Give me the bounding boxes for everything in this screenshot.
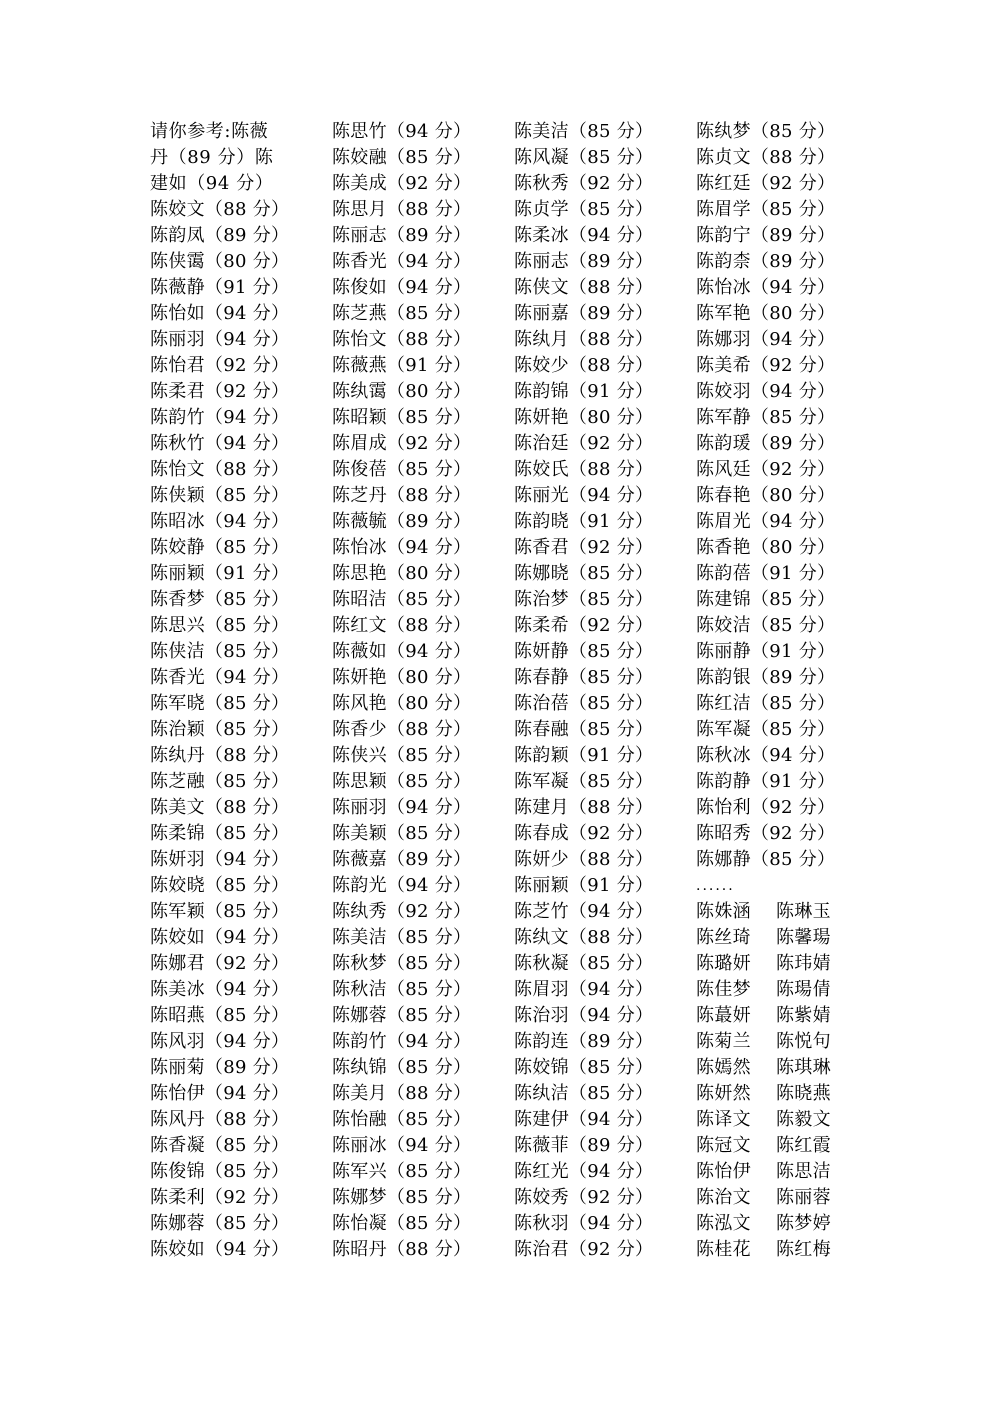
name-score-entry: 陈姣如（94 分）: [150, 1239, 290, 1260]
name-score-entry: 陈姣秀（92 分）: [514, 1187, 654, 1208]
name-score-entry: 陈红洁（85 分）: [696, 693, 836, 714]
name-score-entry: 陈军静（85 分）: [696, 407, 836, 428]
name-score-entry: 陈柔利（92 分）: [150, 1187, 290, 1208]
name-score-entry: 陈怡如（94 分）: [150, 303, 290, 324]
name-score-entry: 陈姣融（85 分）: [332, 147, 472, 168]
name-score-entry: 陈俊锦（85 分）: [150, 1161, 290, 1182]
name-score-entry: 陈眉光（94 分）: [696, 511, 836, 532]
name-score-entry: 陈韵静（91 分）: [696, 771, 836, 792]
name-score-entry: 陈薇菲（89 分）: [514, 1135, 654, 1156]
name-score-entry: 陈秋洁（85 分）: [332, 979, 472, 1000]
name-score-entry: 陈妍少（88 分）: [514, 849, 654, 870]
name-entry: 陈妍然: [696, 1083, 751, 1104]
name-score-entry: 陈薇静（91 分）: [150, 277, 290, 298]
name-entry: 陈瑒倩: [776, 979, 831, 1000]
name-score-entry: 陈纨洁（85 分）: [514, 1083, 654, 1104]
name-score-entry: 陈娜梦（85 分）: [332, 1187, 472, 1208]
name-score-entry: 陈眉学（85 分）: [696, 199, 836, 220]
name-score-entry: 陈韵竹（94 分）: [332, 1031, 472, 1052]
name-score-entry: 陈怡利（92 分）: [696, 797, 836, 818]
name-score-entry: 陈风廷（92 分）: [696, 459, 836, 480]
name-score-entry: 陈姣晓（85 分）: [150, 875, 290, 896]
name-score-entry: 陈芝融（85 分）: [150, 771, 290, 792]
name-pair-row: [696, 1185, 876, 1211]
name-score-entry: 陈韵颖（91 分）: [514, 745, 654, 766]
name-score-entry: 陈丽志（89 分）: [514, 251, 654, 272]
name-score-entry: 陈纨锦（85 分）: [332, 1057, 472, 1078]
name-score-entry: 陈怡冰（94 分）: [696, 277, 836, 298]
name-score-entry: 陈娜静（85 分）: [696, 849, 836, 870]
name-score-entry: 陈美希（92 分）: [696, 355, 836, 376]
name-entry: 陈菊兰: [696, 1031, 751, 1052]
name-score-entry: 陈韵凤（89 分）: [150, 225, 290, 246]
name-score-entry: 陈姣羽（94 分）: [696, 381, 836, 402]
name-score-entry: 陈治廷（92 分）: [514, 433, 654, 454]
name-score-entry: 陈思兴（85 分）: [150, 615, 290, 636]
name-score-entry: 陈怡伊（94 分）: [150, 1083, 290, 1104]
name-score-entry: 陈妍艳（80 分）: [514, 407, 654, 428]
name-score-entry: 陈美文（88 分）: [150, 797, 290, 818]
name-score-entry: 陈思月（88 分）: [332, 199, 472, 220]
name-score-entry: 陈怡文（88 分）: [332, 329, 472, 350]
name-score-entry: 陈建月（88 分）: [514, 797, 654, 818]
name-score-entry: 陈秋竹（94 分）: [150, 433, 290, 454]
name-score-entry: 陈红廷（92 分）: [696, 173, 836, 194]
name-score-entry: 陈妍静（85 分）: [514, 641, 654, 662]
name-column-3: [514, 119, 674, 1263]
name-score-entry: 陈怡凝（85 分）: [332, 1213, 472, 1234]
name-score-entry: 陈昭燕（85 分）: [150, 1005, 290, 1026]
name-score-entry: 陈秋冰（94 分）: [696, 745, 836, 766]
name-score-entry: 陈红文（88 分）: [332, 615, 472, 636]
name-score-entry: 陈香光（94 分）: [150, 667, 290, 688]
name-score-entry: 陈治君（92 分）: [514, 1239, 654, 1260]
name-entry: 陈红梅: [776, 1239, 831, 1260]
name-score-entry: 陈薇嘉（89 分）: [332, 849, 472, 870]
name-entry: 陈悦句: [776, 1031, 831, 1052]
name-score-entry: 陈秋凝（85 分）: [514, 953, 654, 974]
name-score-entry: 陈纨秀（92 分）: [332, 901, 472, 922]
name-score-entry: 陈丽冰（94 分）: [332, 1135, 472, 1156]
name-entry: 陈丽蓉: [776, 1187, 831, 1208]
name-score-entry: 陈治羽（94 分）: [514, 1005, 654, 1026]
name-entry: 陈怡伊: [696, 1161, 751, 1182]
name-score-entry: 陈丽羽（94 分）: [332, 797, 472, 818]
name-score-entry: 陈薇燕（91 分）: [332, 355, 472, 376]
name-column-4: [696, 119, 876, 1263]
name-score-entry: 陈红光（94 分）: [514, 1161, 654, 1182]
name-score-entry: 陈姣如（94 分）: [150, 927, 290, 948]
name-score-entry: 陈丽颖（91 分）: [514, 875, 654, 896]
name-score-entry: 陈柔君（92 分）: [150, 381, 290, 402]
name-score-entry: 陈姣洁（85 分）: [696, 615, 836, 636]
name-score-entry: 陈薇毓（89 分）: [332, 511, 472, 532]
name-score-entry: 陈治颖（85 分）: [150, 719, 290, 740]
name-score-entry: 陈丽光（94 分）: [514, 485, 654, 506]
name-pair-row: [696, 1003, 876, 1029]
name-score-entry: 陈怡融（85 分）: [332, 1109, 472, 1130]
name-score-entry: 陈春成（92 分）: [514, 823, 654, 844]
name-pair-row: [696, 899, 876, 925]
name-entry: 陈紫婧: [776, 1005, 831, 1026]
name-pair-row: [696, 1211, 876, 1237]
name-score-entry: 陈贞文（88 分）: [696, 147, 836, 168]
intro-line: 建如（94 分）: [150, 173, 274, 194]
intro-line: 丹（89 分）陈: [150, 147, 274, 168]
name-score-entry: 陈昭丹（88 分）: [332, 1239, 472, 1260]
name-score-entry: 陈丽嘉（89 分）: [514, 303, 654, 324]
name-column-2: [332, 119, 492, 1263]
name-score-entry: 陈姣静（85 分）: [150, 537, 290, 558]
name-score-entry: 陈思颖（85 分）: [332, 771, 472, 792]
intro-line: 请你参考:陈薇: [150, 121, 269, 142]
name-entry: 陈晓燕: [776, 1083, 831, 1104]
name-score-entry: 陈芝丹（88 分）: [332, 485, 472, 506]
name-score-entry: 陈娜蓉（85 分）: [332, 1005, 472, 1026]
name-score-entry: 陈娜羽（94 分）: [696, 329, 836, 350]
name-score-entry: 陈风艳（80 分）: [332, 693, 472, 714]
name-score-entry: 陈昭洁（85 分）: [332, 589, 472, 610]
name-score-entry: 陈纨梦（85 分）: [696, 121, 836, 142]
name-score-entry: 陈思竹（94 分）: [332, 121, 472, 142]
name-entry: 陈梦婷: [776, 1213, 831, 1234]
name-entry: 陈译文: [696, 1109, 751, 1130]
name-score-entry: 陈美冰（94 分）: [150, 979, 290, 1000]
name-score-entry: 陈姣氏（88 分）: [514, 459, 654, 480]
name-score-entry: 陈娜君（92 分）: [150, 953, 290, 974]
name-score-entry: 陈姣文（88 分）: [150, 199, 290, 220]
name-entry: 陈琳玉: [776, 901, 831, 922]
name-score-entry: 陈怡君（92 分）: [150, 355, 290, 376]
name-pair-row: [696, 1133, 876, 1159]
name-entry: 陈桂花: [696, 1239, 751, 1260]
name-score-entry: 陈军兴（85 分）: [332, 1161, 472, 1182]
name-pair-row: [696, 1029, 876, 1055]
name-score-entry: 陈风凝（85 分）: [514, 147, 654, 168]
name-score-entry: 陈军晓（85 分）: [150, 693, 290, 714]
name-pair-row: [696, 977, 876, 1003]
name-score-entry: 陈纨丹（88 分）: [150, 745, 290, 766]
name-score-entry: 陈韵晓（91 分）: [514, 511, 654, 532]
name-score-entry: 陈昭秀（92 分）: [696, 823, 836, 844]
name-score-entry: 陈治蓓（85 分）: [514, 693, 654, 714]
name-score-entry: 陈秋梦（85 分）: [332, 953, 472, 974]
name-score-entry: 陈俊如（94 分）: [332, 277, 472, 298]
name-score-entry: 陈美洁（85 分）: [514, 121, 654, 142]
name-score-entry: 陈柔希（92 分）: [514, 615, 654, 636]
name-score-entry: 陈美月（88 分）: [332, 1083, 472, 1104]
name-score-entry: 陈韵连（89 分）: [514, 1031, 654, 1052]
name-score-entry: 陈姣少（88 分）: [514, 355, 654, 376]
name-score-entry: 陈韵蓓（91 分）: [696, 563, 836, 584]
name-score-entry: 陈春融（85 分）: [514, 719, 654, 740]
name-pair-row: [696, 1237, 876, 1263]
name-score-entry: 陈妍艳（80 分）: [332, 667, 472, 688]
name-score-entry: 陈侠文（88 分）: [514, 277, 654, 298]
name-score-entry: 陈丽菊（89 分）: [150, 1057, 290, 1078]
name-pair-row: [696, 925, 876, 951]
name-score-entry: 陈美成（92 分）: [332, 173, 472, 194]
name-score-entry: 陈眉成（92 分）: [332, 433, 472, 454]
name-entry: 陈嫣然: [696, 1057, 751, 1078]
name-score-entry: 陈军颖（85 分）: [150, 901, 290, 922]
name-score-entry: 陈丽羽（94 分）: [150, 329, 290, 350]
name-score-entry: 陈怡冰（94 分）: [332, 537, 472, 558]
name-score-entry: 陈韵光（94 分）: [332, 875, 472, 896]
name-score-entry: 陈纨文（88 分）: [514, 927, 654, 948]
name-score-entry: 陈香光（94 分）: [332, 251, 472, 272]
name-entry: 陈姝涵: [696, 901, 751, 922]
name-column-1: [150, 119, 310, 1263]
name-pair-row: [696, 1107, 876, 1133]
name-score-entry: 陈妍羽（94 分）: [150, 849, 290, 870]
name-pair-row: [696, 1081, 876, 1107]
name-score-entry: 陈侠霭（80 分）: [150, 251, 290, 272]
name-entry: 陈佳梦: [696, 979, 751, 1000]
name-pair-row: [696, 951, 876, 977]
name-score-entry: 陈丽静（91 分）: [696, 641, 836, 662]
name-entry: 陈丝琦: [696, 927, 751, 948]
name-score-entry: 陈纨霭（80 分）: [332, 381, 472, 402]
name-entry: 陈思洁: [776, 1161, 831, 1182]
name-score-entry: 陈韵瑗（89 分）: [696, 433, 836, 454]
name-score-entry: 陈娜晓（85 分）: [514, 563, 654, 584]
name-score-entry: 陈芝燕（85 分）: [332, 303, 472, 324]
name-score-entry: 陈香少（88 分）: [332, 719, 472, 740]
name-score-entry: 陈柔锦（85 分）: [150, 823, 290, 844]
name-pair-row: [696, 1159, 876, 1185]
name-score-entry: 陈风羽（94 分）: [150, 1031, 290, 1052]
name-entry: 陈馨瑒: [776, 927, 831, 948]
name-score-entry: 陈风丹（88 分）: [150, 1109, 290, 1130]
ellipsis-separator: ......: [696, 878, 735, 894]
name-entry: 陈冠文: [696, 1135, 751, 1156]
name-score-entry: 陈建伊（94 分）: [514, 1109, 654, 1130]
name-score-entry: 陈侠颖（85 分）: [150, 485, 290, 506]
name-score-entry: 陈韵柰（89 分）: [696, 251, 836, 272]
name-entry: 陈治文: [696, 1187, 751, 1208]
name-score-entry: 陈韵宁（89 分）: [696, 225, 836, 246]
name-score-entry: 陈娜蓉（85 分）: [150, 1213, 290, 1234]
name-score-entry: 陈韵银（89 分）: [696, 667, 836, 688]
name-score-entry: 陈昭颖（85 分）: [332, 407, 472, 428]
name-score-entry: 陈香君（92 分）: [514, 537, 654, 558]
name-score-entry: 陈丽颖（91 分）: [150, 563, 290, 584]
name-score-entry: 陈思艳（80 分）: [332, 563, 472, 584]
name-entry: 陈泓文: [696, 1213, 751, 1234]
name-entry: 陈玮婧: [776, 953, 831, 974]
name-score-entry: 陈美颖（85 分）: [332, 823, 472, 844]
name-score-entry: 陈军艳（80 分）: [696, 303, 836, 324]
name-score-entry: 陈俊蓓（85 分）: [332, 459, 472, 480]
name-score-entry: 陈姣锦（85 分）: [514, 1057, 654, 1078]
name-entry: 陈毅文: [776, 1109, 831, 1130]
name-score-entry: 陈芝竹（94 分）: [514, 901, 654, 922]
name-score-entry: 陈美洁（85 分）: [332, 927, 472, 948]
name-score-entry: 陈军凝（85 分）: [696, 719, 836, 740]
name-score-entry: 陈薇如（94 分）: [332, 641, 472, 662]
name-score-entry: 陈贞学（85 分）: [514, 199, 654, 220]
name-score-entry: 陈建锦（85 分）: [696, 589, 836, 610]
name-score-entry: 陈侠兴（85 分）: [332, 745, 472, 766]
name-score-entry: 陈韵锦（91 分）: [514, 381, 654, 402]
name-score-entry: 陈纨月（88 分）: [514, 329, 654, 350]
name-score-entry: 陈秋秀（92 分）: [514, 173, 654, 194]
name-score-entry: 陈香凝（85 分）: [150, 1135, 290, 1156]
name-score-entry: 陈韵竹（94 分）: [150, 407, 290, 428]
name-score-entry: 陈昭冰（94 分）: [150, 511, 290, 532]
name-entry: 陈红霞: [776, 1135, 831, 1156]
name-score-entry: 陈军凝（85 分）: [514, 771, 654, 792]
name-score-entry: 陈侠洁（85 分）: [150, 641, 290, 662]
name-score-entry: 陈丽志（89 分）: [332, 225, 472, 246]
name-score-entry: 陈春艳（80 分）: [696, 485, 836, 506]
name-score-entry: 陈香艳（80 分）: [696, 537, 836, 558]
name-score-entry: 陈柔冰（94 分）: [514, 225, 654, 246]
name-score-entry: 陈秋羽（94 分）: [514, 1213, 654, 1234]
name-entry: 陈璐妍: [696, 953, 751, 974]
name-entry: 陈琪琳: [776, 1057, 831, 1078]
name-score-entry: 陈眉羽（94 分）: [514, 979, 654, 1000]
name-score-entry: 陈香梦（85 分）: [150, 589, 290, 610]
name-score-entry: 陈治梦（85 分）: [514, 589, 654, 610]
name-pair-row: [696, 1055, 876, 1081]
name-score-entry: 陈春静（85 分）: [514, 667, 654, 688]
name-score-entry: 陈怡文（88 分）: [150, 459, 290, 480]
name-entry: 陈蕞妍: [696, 1005, 751, 1026]
